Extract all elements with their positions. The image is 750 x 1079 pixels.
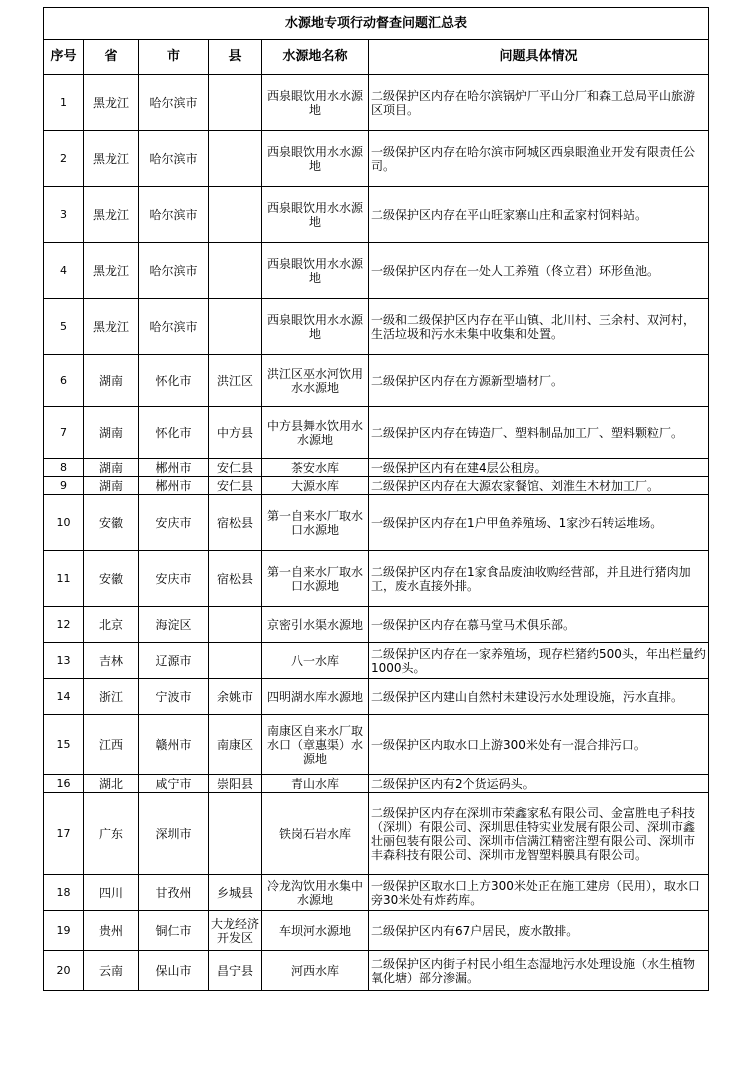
cell-county: 余姚市 — [209, 679, 262, 715]
cell-no: 18 — [44, 875, 84, 911]
cell-province: 湖南 — [84, 407, 139, 459]
cell-source: 青山水库 — [262, 775, 369, 793]
table-row — [44, 951, 709, 991]
cell-source: 西泉眼饮用水水源地 — [262, 187, 369, 243]
cell-no: 9 — [44, 477, 84, 495]
cell-county: 南康区 — [209, 715, 262, 775]
cell-source: 南康区自来水厂取水口（章惠渠）水源地 — [262, 715, 369, 775]
cell-city: 宁波市 — [139, 679, 209, 715]
cell-county — [209, 643, 262, 679]
cell-city: 咸宁市 — [139, 775, 209, 793]
table-row — [44, 911, 709, 951]
cell-county: 大龙经济开发区 — [209, 911, 262, 951]
cell-city: 深圳市 — [139, 793, 209, 875]
table-row — [44, 459, 709, 477]
cell-province: 黑龙江 — [84, 187, 139, 243]
cell-county — [209, 75, 262, 131]
cell-source: 大源水库 — [262, 477, 369, 495]
cell-city: 铜仁市 — [139, 911, 209, 951]
cell-no: 6 — [44, 355, 84, 407]
cell-no: 11 — [44, 551, 84, 607]
table-row — [44, 495, 709, 551]
cell-city: 哈尔滨市 — [139, 299, 209, 355]
cell-issue: 二级保护区内存在哈尔滨锅炉厂平山分厂和森工总局平山旅游区项目。 — [369, 75, 709, 131]
cell-province: 贵州 — [84, 911, 139, 951]
cell-source: 京密引水渠水源地 — [262, 607, 369, 643]
table-row — [44, 75, 709, 131]
header-row — [44, 40, 709, 75]
cell-no: 7 — [44, 407, 84, 459]
table-row — [44, 875, 709, 911]
cell-city: 安庆市 — [139, 495, 209, 551]
cell-province: 安徽 — [84, 495, 139, 551]
cell-no: 16 — [44, 775, 84, 793]
table-title: 水源地专项行动督查问题汇总表 — [44, 8, 709, 40]
cell-no: 14 — [44, 679, 84, 715]
cell-province: 湖南 — [84, 477, 139, 495]
cell-no: 1 — [44, 75, 84, 131]
cell-source: 西泉眼饮用水水源地 — [262, 243, 369, 299]
cell-city: 安庆市 — [139, 551, 209, 607]
table-row — [44, 243, 709, 299]
table-row — [44, 299, 709, 355]
table-row — [44, 477, 709, 495]
table-row — [44, 679, 709, 715]
cell-county: 崇阳县 — [209, 775, 262, 793]
cell-issue: 二级保护区内街子村民小组生态湿地污水处理设施（水生植物氧化塘）部分渗漏。 — [369, 951, 709, 991]
cell-province: 湖北 — [84, 775, 139, 793]
cell-no: 4 — [44, 243, 84, 299]
table-row — [44, 793, 709, 875]
cell-province: 四川 — [84, 875, 139, 911]
cell-issue: 一级保护区内存在一处人工养殖（佟立君）环形鱼池。 — [369, 243, 709, 299]
cell-province: 黑龙江 — [84, 243, 139, 299]
cell-source: 车坝河水源地 — [262, 911, 369, 951]
cell-county — [209, 299, 262, 355]
cell-county: 宿松县 — [209, 551, 262, 607]
cell-source: 中方县舞水饮用水水源地 — [262, 407, 369, 459]
cell-issue: 二级保护区内存在大源农家餐馆、刘淮生木材加工厂。 — [369, 477, 709, 495]
cell-province: 北京 — [84, 607, 139, 643]
cell-city: 甘孜州 — [139, 875, 209, 911]
cell-issue: 一级保护区内有在建4层公租房。 — [369, 459, 709, 477]
cell-issue: 二级保护区内建山自然村未建设污水处理设施，污水直排。 — [369, 679, 709, 715]
cell-province: 湖南 — [84, 355, 139, 407]
cell-no: 19 — [44, 911, 84, 951]
cell-province: 安徽 — [84, 551, 139, 607]
cell-issue: 一级保护区内存在哈尔滨市阿城区西泉眼渔业开发有限责任公司。 — [369, 131, 709, 187]
cell-county: 洪江区 — [209, 355, 262, 407]
table-row — [44, 551, 709, 607]
cell-province: 黑龙江 — [84, 131, 139, 187]
header-county: 县 — [209, 40, 262, 75]
cell-county: 昌宁县 — [209, 951, 262, 991]
cell-province: 黑龙江 — [84, 299, 139, 355]
cell-issue: 二级保护区内存在一家养殖场，现存栏猪约500头，年出栏量约1000头。 — [369, 643, 709, 679]
table-row — [44, 607, 709, 643]
issues-table — [43, 7, 709, 991]
cell-city: 海淀区 — [139, 607, 209, 643]
cell-source: 茶安水库 — [262, 459, 369, 477]
cell-issue: 一级和二级保护区内存在平山镇、北川村、三余村、双河村，生活垃圾和污水未集中收集和处置。 — [369, 299, 709, 355]
cell-issue: 二级保护区内有67户居民，废水散排。 — [369, 911, 709, 951]
cell-county: 安仁县 — [209, 459, 262, 477]
table-body — [44, 75, 709, 991]
cell-province: 云南 — [84, 951, 139, 991]
cell-no: 5 — [44, 299, 84, 355]
cell-source: 洪江区巫水河饮用水水源地 — [262, 355, 369, 407]
cell-county: 中方县 — [209, 407, 262, 459]
cell-source: 四明湖水库水源地 — [262, 679, 369, 715]
cell-county: 宿松县 — [209, 495, 262, 551]
cell-city: 哈尔滨市 — [139, 243, 209, 299]
cell-source: 冷龙沟饮用水集中水源地 — [262, 875, 369, 911]
cell-source: 西泉眼饮用水水源地 — [262, 131, 369, 187]
cell-county — [209, 187, 262, 243]
cell-source: 西泉眼饮用水水源地 — [262, 299, 369, 355]
cell-county — [209, 131, 262, 187]
cell-no: 2 — [44, 131, 84, 187]
cell-issue: 二级保护区内存在深圳市荣鑫家私有限公司、金富胜电子科技（深圳）有限公司、深圳思佳特实业发展有限公司、深圳市鑫壮丽包装有限公司、深圳市信满江精密注塑有限公司、深圳市丰森科技有限公司、深圳市龙智塑料膜具有限公司。 — [369, 793, 709, 875]
cell-county — [209, 793, 262, 875]
cell-city: 赣州市 — [139, 715, 209, 775]
cell-no: 8 — [44, 459, 84, 477]
header-no: 序号 — [44, 40, 84, 75]
cell-no: 12 — [44, 607, 84, 643]
cell-source: 八一水库 — [262, 643, 369, 679]
cell-no: 20 — [44, 951, 84, 991]
cell-source: 铁岗石岩水库 — [262, 793, 369, 875]
table-row — [44, 407, 709, 459]
cell-city: 哈尔滨市 — [139, 75, 209, 131]
header-province: 省 — [84, 40, 139, 75]
table-row — [44, 131, 709, 187]
table-row — [44, 775, 709, 793]
summary-sheet — [43, 7, 708, 991]
cell-province: 黑龙江 — [84, 75, 139, 131]
cell-city: 辽源市 — [139, 643, 209, 679]
cell-issue: 一级保护区取水口上方300米处正在施工建房（民用），取水口旁30米处有炸药库。 — [369, 875, 709, 911]
cell-no: 17 — [44, 793, 84, 875]
header-source: 水源地名称 — [262, 40, 369, 75]
cell-city: 郴州市 — [139, 459, 209, 477]
cell-province: 广东 — [84, 793, 139, 875]
cell-province: 吉林 — [84, 643, 139, 679]
cell-city: 保山市 — [139, 951, 209, 991]
cell-city: 怀化市 — [139, 355, 209, 407]
cell-province: 江西 — [84, 715, 139, 775]
cell-issue: 一级保护区内取水口上游300米处有一混合排污口。 — [369, 715, 709, 775]
cell-province: 浙江 — [84, 679, 139, 715]
cell-province: 湖南 — [84, 459, 139, 477]
cell-issue: 二级保护区内存在平山旺家寨山庄和孟家村饲料站。 — [369, 187, 709, 243]
cell-source: 西泉眼饮用水水源地 — [262, 75, 369, 131]
cell-issue: 一级保护区内存在慕马堂马术俱乐部。 — [369, 607, 709, 643]
cell-city: 哈尔滨市 — [139, 131, 209, 187]
cell-no: 15 — [44, 715, 84, 775]
cell-source: 第一自来水厂取水口水源地 — [262, 495, 369, 551]
cell-no: 10 — [44, 495, 84, 551]
table-row — [44, 355, 709, 407]
cell-city: 郴州市 — [139, 477, 209, 495]
table-row — [44, 715, 709, 775]
cell-no: 13 — [44, 643, 84, 679]
title-row — [44, 8, 709, 40]
cell-county — [209, 607, 262, 643]
cell-issue: 二级保护区内存在方源新型墙材厂。 — [369, 355, 709, 407]
header-issue: 问题具体情况 — [369, 40, 709, 75]
cell-issue: 一级保护区内存在1户甲鱼养殖场、1家沙石转运堆场。 — [369, 495, 709, 551]
table-row — [44, 643, 709, 679]
cell-source: 第一自来水厂取水口水源地 — [262, 551, 369, 607]
cell-issue: 二级保护区内有2个货运码头。 — [369, 775, 709, 793]
cell-city: 哈尔滨市 — [139, 187, 209, 243]
cell-no: 3 — [44, 187, 84, 243]
table-row — [44, 187, 709, 243]
header-city: 市 — [139, 40, 209, 75]
cell-city: 怀化市 — [139, 407, 209, 459]
cell-county: 乡城县 — [209, 875, 262, 911]
cell-source: 河西水库 — [262, 951, 369, 991]
cell-county: 安仁县 — [209, 477, 262, 495]
cell-issue: 二级保护区内存在1家食品废油收购经营部，并且进行猪肉加工，废水直接外排。 — [369, 551, 709, 607]
cell-issue: 二级保护区内存在铸造厂、塑料制品加工厂、塑料颗粒厂。 — [369, 407, 709, 459]
cell-county — [209, 243, 262, 299]
